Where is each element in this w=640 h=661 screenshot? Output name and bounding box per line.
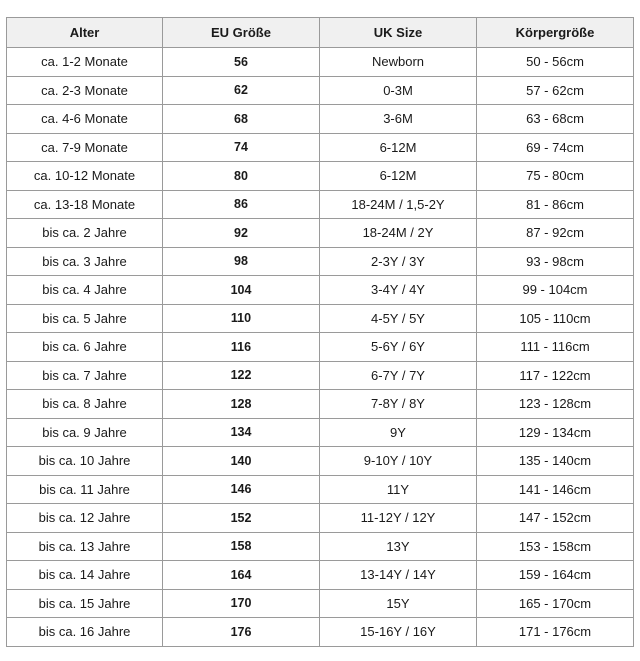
table-row (7, 333, 634, 362)
cell-body-height: 159 - 164cm (477, 561, 634, 590)
cell-body-height: 129 - 134cm (477, 418, 634, 447)
cell-body-height: 117 - 122cm (477, 361, 634, 390)
header-eu-size: EU Größe (163, 18, 320, 48)
cell-eu-size: 80 (163, 162, 320, 191)
header-body-height: Körpergröße (477, 18, 634, 48)
cell-eu-size: 158 (163, 532, 320, 561)
cell-eu-size: 110 (163, 304, 320, 333)
cell-eu-size: 74 (163, 133, 320, 162)
cell-age: ca. 7-9 Monate (7, 133, 163, 162)
cell-eu-size: 116 (163, 333, 320, 362)
cell-uk-size: 6-12M (320, 133, 477, 162)
cell-age: bis ca. 11 Jahre (7, 475, 163, 504)
cell-eu-size: 98 (163, 247, 320, 276)
cell-age: bis ca. 7 Jahre (7, 361, 163, 390)
table-row (7, 162, 634, 191)
cell-uk-size: 3-4Y / 4Y (320, 276, 477, 305)
cell-body-height: 111 - 116cm (477, 333, 634, 362)
cell-body-height: 171 - 176cm (477, 618, 634, 647)
cell-uk-size: 11Y (320, 475, 477, 504)
cell-eu-size: 140 (163, 447, 320, 476)
cell-age: bis ca. 5 Jahre (7, 304, 163, 333)
cell-uk-size: 5-6Y / 6Y (320, 333, 477, 362)
cell-body-height: 135 - 140cm (477, 447, 634, 476)
table-row (7, 361, 634, 390)
cell-age: ca. 13-18 Monate (7, 190, 163, 219)
cell-age: bis ca. 4 Jahre (7, 276, 163, 305)
size-chart-container (6, 17, 633, 647)
cell-eu-size: 122 (163, 361, 320, 390)
cell-age: ca. 1-2 Monate (7, 48, 163, 77)
cell-age: bis ca. 6 Jahre (7, 333, 163, 362)
cell-uk-size: 6-7Y / 7Y (320, 361, 477, 390)
cell-age: ca. 4-6 Monate (7, 105, 163, 134)
table-row (7, 190, 634, 219)
cell-uk-size: 0-3M (320, 76, 477, 105)
table-row (7, 561, 634, 590)
cell-uk-size: 18-24M / 2Y (320, 219, 477, 248)
cell-body-height: 147 - 152cm (477, 504, 634, 533)
header-age: Alter (7, 18, 163, 48)
cell-age: bis ca. 13 Jahre (7, 532, 163, 561)
table-body (7, 48, 634, 647)
table-row (7, 589, 634, 618)
cell-body-height: 69 - 74cm (477, 133, 634, 162)
cell-body-height: 123 - 128cm (477, 390, 634, 419)
cell-uk-size: 15Y (320, 589, 477, 618)
cell-uk-size: 13-14Y / 14Y (320, 561, 477, 590)
table-row (7, 504, 634, 533)
cell-body-height: 81 - 86cm (477, 190, 634, 219)
table-row (7, 418, 634, 447)
cell-eu-size: 164 (163, 561, 320, 590)
cell-uk-size: 2-3Y / 3Y (320, 247, 477, 276)
cell-body-height: 105 - 110cm (477, 304, 634, 333)
cell-uk-size: 3-6M (320, 105, 477, 134)
table-row (7, 76, 634, 105)
cell-body-height: 165 - 170cm (477, 589, 634, 618)
cell-uk-size: 7-8Y / 8Y (320, 390, 477, 419)
cell-eu-size: 56 (163, 48, 320, 77)
cell-body-height: 50 - 56cm (477, 48, 634, 77)
cell-age: bis ca. 16 Jahre (7, 618, 163, 647)
cell-age: bis ca. 3 Jahre (7, 247, 163, 276)
cell-eu-size: 146 (163, 475, 320, 504)
cell-eu-size: 86 (163, 190, 320, 219)
cell-uk-size: 15-16Y / 16Y (320, 618, 477, 647)
cell-uk-size: 9Y (320, 418, 477, 447)
cell-age: ca. 10-12 Monate (7, 162, 163, 191)
cell-eu-size: 128 (163, 390, 320, 419)
table-header-row (7, 18, 634, 48)
cell-body-height: 63 - 68cm (477, 105, 634, 134)
cell-uk-size: Newborn (320, 48, 477, 77)
cell-age: bis ca. 8 Jahre (7, 390, 163, 419)
cell-age: bis ca. 2 Jahre (7, 219, 163, 248)
size-chart-table (6, 17, 634, 647)
table-row (7, 304, 634, 333)
cell-body-height: 75 - 80cm (477, 162, 634, 191)
cell-body-height: 141 - 146cm (477, 475, 634, 504)
table-row (7, 475, 634, 504)
cell-eu-size: 62 (163, 76, 320, 105)
cell-eu-size: 176 (163, 618, 320, 647)
cell-age: bis ca. 9 Jahre (7, 418, 163, 447)
cell-body-height: 87 - 92cm (477, 219, 634, 248)
cell-uk-size: 18-24M / 1,5-2Y (320, 190, 477, 219)
cell-eu-size: 104 (163, 276, 320, 305)
cell-body-height: 153 - 158cm (477, 532, 634, 561)
cell-age: bis ca. 14 Jahre (7, 561, 163, 590)
cell-age: bis ca. 15 Jahre (7, 589, 163, 618)
table-row (7, 219, 634, 248)
cell-eu-size: 68 (163, 105, 320, 134)
cell-body-height: 57 - 62cm (477, 76, 634, 105)
cell-eu-size: 134 (163, 418, 320, 447)
cell-age: ca. 2-3 Monate (7, 76, 163, 105)
table-row (7, 48, 634, 77)
cell-eu-size: 170 (163, 589, 320, 618)
cell-uk-size: 4-5Y / 5Y (320, 304, 477, 333)
cell-uk-size: 13Y (320, 532, 477, 561)
table-row (7, 618, 634, 647)
cell-uk-size: 9-10Y / 10Y (320, 447, 477, 476)
table-row (7, 532, 634, 561)
cell-age: bis ca. 12 Jahre (7, 504, 163, 533)
table-row (7, 276, 634, 305)
cell-eu-size: 92 (163, 219, 320, 248)
table-row (7, 105, 634, 134)
cell-uk-size: 11-12Y / 12Y (320, 504, 477, 533)
table-row (7, 447, 634, 476)
cell-uk-size: 6-12M (320, 162, 477, 191)
table-row (7, 390, 634, 419)
cell-body-height: 99 - 104cm (477, 276, 634, 305)
cell-eu-size: 152 (163, 504, 320, 533)
table-row (7, 247, 634, 276)
cell-body-height: 93 - 98cm (477, 247, 634, 276)
header-uk-size: UK Size (320, 18, 477, 48)
table-row (7, 133, 634, 162)
cell-age: bis ca. 10 Jahre (7, 447, 163, 476)
